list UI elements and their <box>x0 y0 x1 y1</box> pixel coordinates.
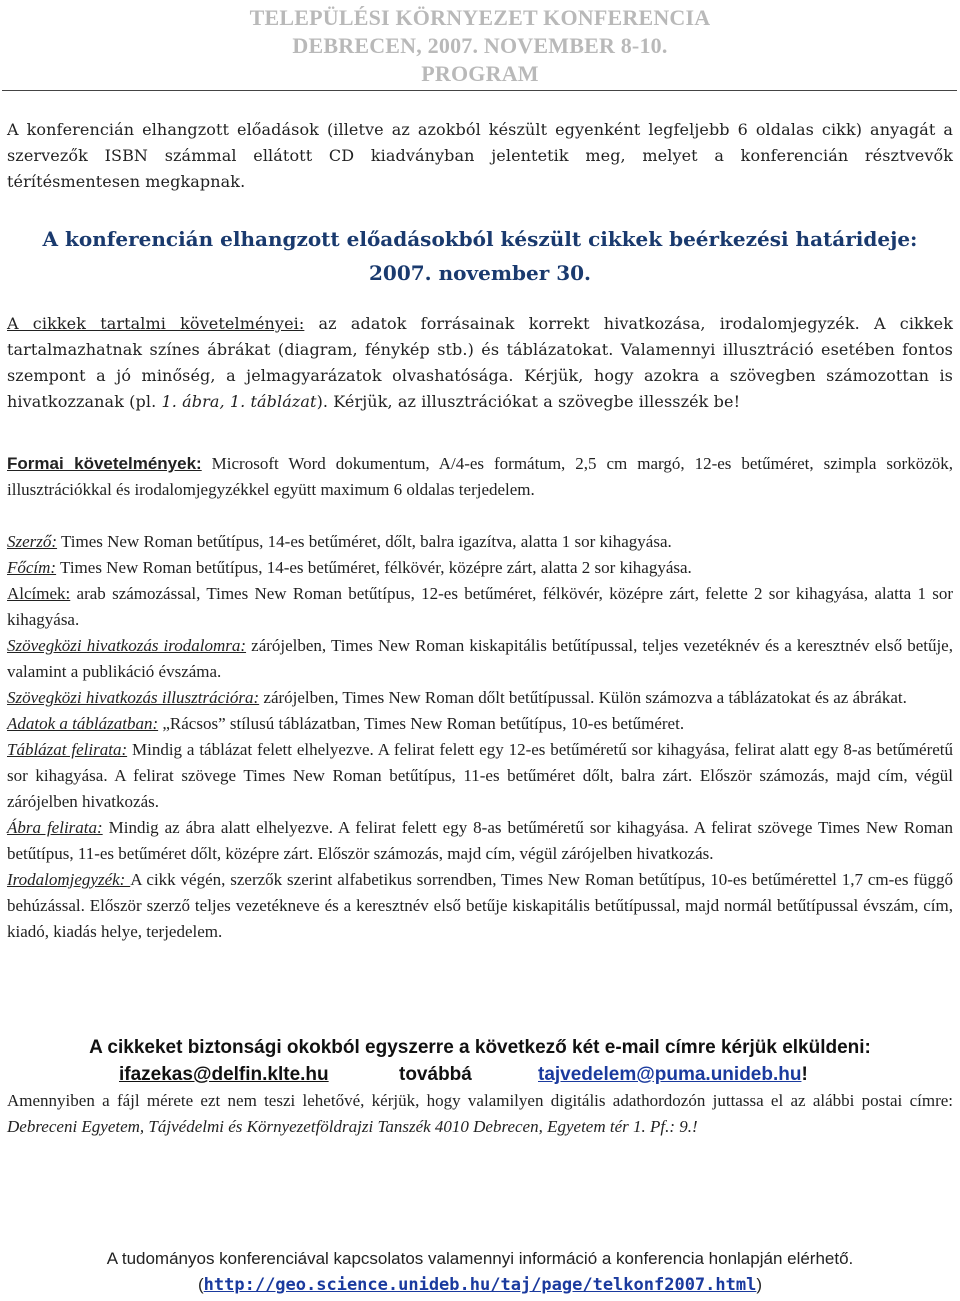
content-requirements-example: 1. ábra, 1. táblázat <box>161 392 317 411</box>
intro-paragraph: A konferencián elhangzott előadások (illetve az azokból készült egyenként legfeljebb 6 oldalas cikk) anyagát a szervezők ISBN számmal ellátott CD kiadványban jelentetik meg, melyet a konferencián résztvevők térítésmentesen megkapnak. <box>7 120 953 191</box>
rule-text: zárójelben, Times New Roman dőlt betűtípussal. Külön számozva a táblázatokat és az ábrákat. <box>259 688 907 707</box>
footer-close-paren: ) <box>756 1275 763 1294</box>
rule-label: Szövegközi hivatkozás illusztrációra: <box>7 688 260 707</box>
deadline-notice <box>7 222 953 290</box>
postal-text: Amennyiben a fájl mérete ezt nem teszi lehetővé, kérjük, hogy valamilyen digitális adathordozón juttassa el az alábbi postai címre: <box>7 1091 953 1110</box>
format-requirements-label: Formai követelmények: <box>7 454 202 473</box>
rule-text: zárójelben, Times New Roman kiskapitális betűtípussal, teljes vezetéknév és a keresztnév első betűje, valamint a publikáció évszáma. <box>7 636 953 681</box>
content-requirements <box>7 311 953 415</box>
rule-label: Szövegközi hivatkozás irodalomra: <box>7 636 247 655</box>
rule-main-title <box>7 555 953 581</box>
rule-text: A cikk végén, szerzők szerint alfabetikus sorrendben, Times New Roman betűtípus, 10-es betűmérettel 1,7 cm-es függő behúzással. Először szerző teljes vezetékneve és a keresztnév első betűje kiskapitális betűtípussal, majd normál betűtípussal évszám, cím, kiadó, kiadás helye, terjedelem. <box>7 870 953 941</box>
content-requirements-label: A cikkek tartalmi követelményei: <box>7 314 305 333</box>
format-requirements <box>7 451 953 503</box>
footer-open-paren: ( <box>197 1275 204 1294</box>
rule-figure-caption <box>7 815 953 867</box>
footer <box>7 1246 953 1298</box>
email-connector: továbbá <box>399 1064 472 1085</box>
postal-address: Debreceni Egyetem, Tájvédelmi és Környezetföldrajzi Tanszék 4010 Debrecen, Egyetem tér 1. Pf.: 9.! <box>7 1117 698 1136</box>
rule-table-caption <box>7 737 953 815</box>
rule-text: arab számozással, Times New Roman betűtípus, 12-es betűméret, félkövér, középre zárt, felette 2 sor kihagyása, alatta 1 sor kihagyása. <box>7 584 953 629</box>
rule-text: Times New Roman betűtípus, 14-es betűméret, dőlt, balra igazítva, alatta 1 sor kihagyása. <box>57 532 672 551</box>
format-requirements-text: Microsoft Word dokumentum, A/4-es formátum, 2,5 cm margó, 12-es betűméret, szimpla sorközök, illusztrációkkal és irodalomjegyzékkel együtt maximum 6 oldalas terjedelem. <box>7 454 953 499</box>
rule-text: Times New Roman betűtípus, 14-es betűméret, félkövér, középre zárt, alatta 2 sor kihagyása. <box>56 558 692 577</box>
deadline-line1: A konferencián elhangzott előadásokból készült cikkek beérkezési határideje: <box>42 227 918 251</box>
rule-author <box>7 529 953 555</box>
email-instruction: A cikkeket biztonsági okokból egyszerre a következő két e-mail címre kérjük elküldeni: <box>89 1037 871 1058</box>
content-requirements-text1: az adatok forrásainak korrekt hivatkozása, irodalomjegyzék. A cikkek tartalmazhatnak színes ábrákat (diagram, fénykép stb.) és táblázatokat. Valamennyi illusztráció esetében fontos szempont a jó minőség, a jelmagyarázatok olvashatósága. Kérjük, hogy azokra a szövegben számozottan is hivatkozzanak (pl. <box>7 314 953 411</box>
conference-title: TELEPÜLÉSI KÖRNYEZET KONFERENCIA <box>249 5 711 30</box>
footer-info: A tudományos konferenciával kapcsolatos valamennyi információ a konferencia honlapján elérhető. <box>106 1249 854 1268</box>
rule-text: Mindig az ábra alatt elhelyezve. A felirat felett egy 8-as betűméretű sor kihagyása. A felirat szövege Times New Roman betűtípus, 11-es betűméret dőlt, középre zárt. Először számozás, majd cím, végül zárójelben hivatkozás. <box>7 818 954 863</box>
email-second-wrap <box>538 1061 808 1089</box>
rule-label: Szerző: <box>7 532 58 551</box>
rule-table-data <box>7 711 953 737</box>
deadline-date: 2007. november 30. <box>369 261 591 285</box>
rule-label: Adatok a táblázatban: <box>7 714 159 733</box>
email-exclaim: ! <box>801 1064 808 1085</box>
formatting-rules <box>7 529 953 945</box>
rule-bibliography <box>7 867 953 945</box>
rule-literature-citation <box>7 633 953 685</box>
rule-illustration-citation <box>7 685 953 711</box>
email-link-primary[interactable]: ifazekas@delfin.klte.hu <box>119 1064 329 1085</box>
footer-link-line <box>7 1272 953 1298</box>
rule-subtitles <box>7 581 953 633</box>
rule-text: „Rácsos” stílusú táblázatban, Times New Roman betűtípus, 10-es betűméret. <box>158 714 685 733</box>
rule-label: Ábra felirata: <box>7 818 103 837</box>
conference-date: DEBRECEN, 2007. NOVEMBER 8-10. <box>292 33 668 58</box>
rule-label: Táblázat felirata: <box>7 740 128 759</box>
rule-text: Mindig a táblázat felett elhelyezve. A felirat felett egy 12-es betűméretű sor kihagyása, felirat alatt egy 8-as betűméretű sor kihagyása. A felirat szövege Times New Roman betűtípus, 11-es betűméret dőlt, balra zárt. Először számozás, majd cím, végül zárójelben hivatkozás. <box>7 740 953 811</box>
header-divider <box>2 90 957 91</box>
rule-label: Főcím: <box>7 558 57 577</box>
rule-label: Alcímek: <box>7 584 71 603</box>
rule-label: Irodalomjegyzék: <box>7 870 131 889</box>
postal-paragraph <box>7 1088 953 1140</box>
homepage-link[interactable]: http://geo.science.unideb.hu/taj/page/telkonf2007.html <box>203 1275 757 1295</box>
content-requirements-text2: ). Kérjük, az illusztrációkat a szövegbe illesszék be! <box>316 392 741 411</box>
email-link-secondary[interactable]: tajvedelem@puma.unideb.hu <box>538 1064 802 1085</box>
program-heading: PROGRAM <box>421 61 539 86</box>
